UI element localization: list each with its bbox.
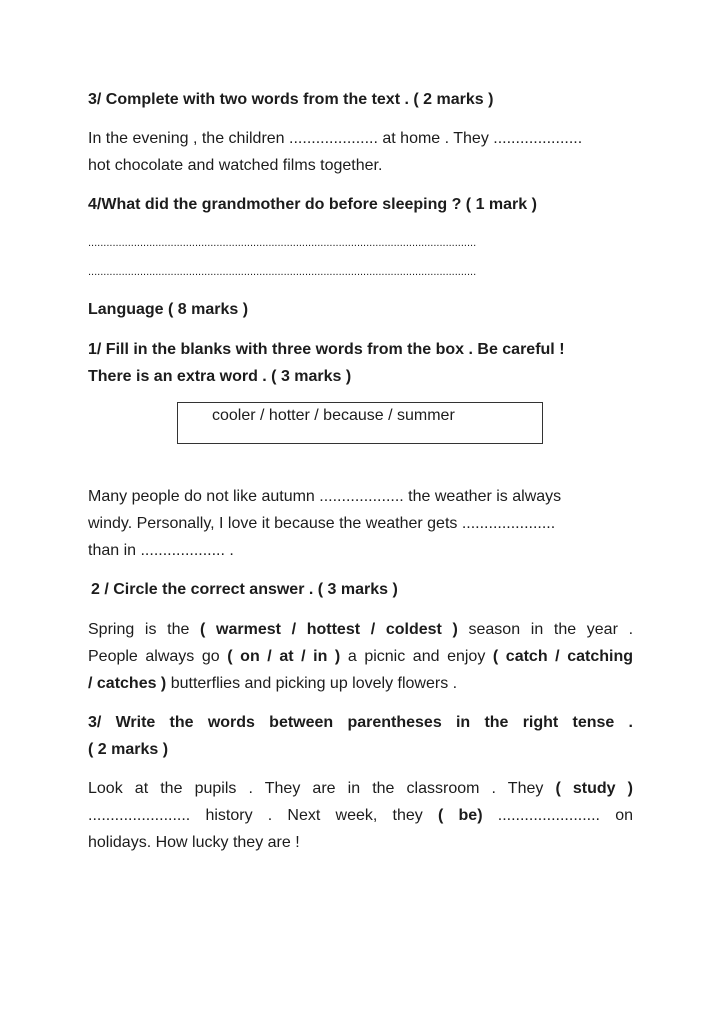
q1-heading-line-1: 1/ Fill in the blanks with three words from the box . Be careful ! [88,341,565,358]
q2-line-3 [88,674,633,694]
blank: ....................... [88,807,191,824]
q3-heading-line-2: ( 2 marks ) [88,741,169,758]
options: ( on / at / in ) [227,648,341,665]
answer-line-1: ............................................................................................................................... [88,237,477,249]
word-box [177,402,543,444]
text: windy. Personally, I love it because the weather gets [88,515,462,532]
q1-text-line-2 [88,514,633,534]
q3-line-2 [88,806,633,826]
section3-text-line-1 [88,129,633,149]
text: on [600,807,634,824]
q2-heading: 2 / Circle the correct answer . ( 3 marks ) [91,581,398,598]
q2-line-2 [88,647,633,667]
language-heading: Language ( 8 marks ) [88,301,249,318]
options: ( catch / catching [492,648,633,665]
text: Many people do not like autumn [88,488,320,505]
text: butterflies and picking up lovely flowers . [166,675,458,692]
section3-heading: 3/ Complete with two words from the text . ( 2 marks ) [88,91,494,108]
blank: ................... [319,488,404,505]
text: People always go [88,648,228,665]
blank: ..................... [461,515,556,532]
text: Spring is the [88,621,201,638]
q1-text-line-3 [88,541,633,561]
options: ( warmest / hottest / coldest ) [200,621,458,638]
text: . [224,542,234,559]
answer-line-2: ............................................................................................................................... [88,266,477,278]
q3-heading-line-1: 3/ Write the words between parentheses in the right tense . [88,714,633,731]
blank: ....................... [497,807,600,824]
text: season in the year . [457,621,634,638]
q1-text-line-1 [88,487,633,507]
q3-line-1 [88,779,633,799]
section4-heading: 4/What did the grandmother do before sleeping ? ( 1 mark ) [88,196,537,213]
q3-line-3: holidays. How lucky they are ! [88,834,300,851]
blank: ................... [140,542,225,559]
verb: ( study ) [555,780,634,797]
q2-line-1 [88,620,633,640]
text: at home . They [377,130,494,147]
blank: .................... [289,130,378,147]
text: In the evening , the children [88,130,290,147]
word-box-text: cooler / hotter / because / summer [212,407,455,424]
options: / catches ) [88,675,167,692]
text: than in [88,542,141,559]
text: the weather is always [403,488,562,505]
q1-heading-line-2: There is an extra word . ( 3 marks ) [88,368,352,385]
verb: ( be) [437,807,483,824]
blank: .................... [493,130,583,147]
text: Look at the pupils . They are in the classroom . They [88,780,556,797]
text: history . Next week, they [190,807,438,824]
text: a picnic and enjoy [340,648,493,665]
section3-text-line-2: hot chocolate and watched films together. [88,157,383,174]
